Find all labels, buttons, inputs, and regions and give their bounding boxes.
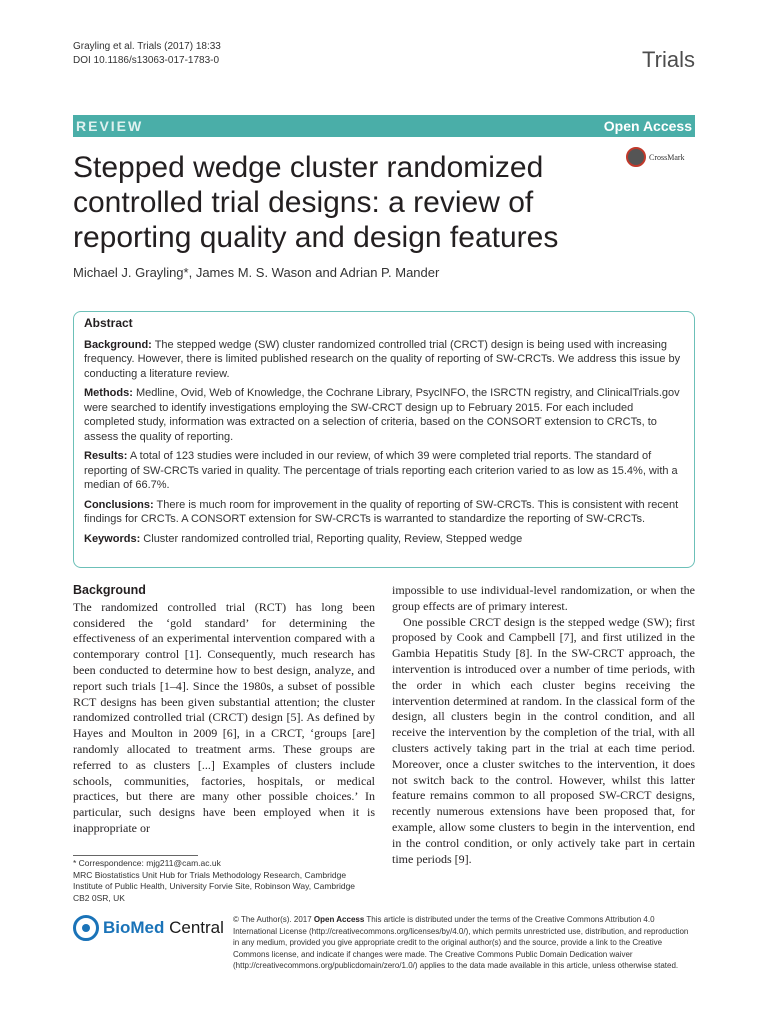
article-type-band [73, 115, 695, 137]
section-text: Medline, Ovid, Web of Knowledge, the Cochrane Library, PsycINFO, the ISRCTN registry, and ClinicalTrials.gov were searched to identify investigations employing the SW-CRCT design up to February 2015. For each included completed study, information was extracted on a selection of criteria, based on the CONSORT extension to CRCTs, to assess the quality of reporting. [84, 387, 680, 443]
section-label: Methods: [84, 387, 133, 399]
article-type-label: REVIEW [76, 118, 144, 134]
footnote [73, 858, 373, 904]
crossmark-icon [626, 147, 646, 167]
doi-link[interactable]: DOI 10.1186/s13063-017-1783-0 [73, 55, 220, 66]
license-open-access: Open Access [313, 915, 365, 924]
footnote-divider [73, 855, 198, 856]
biomed-central-icon [73, 915, 99, 941]
abstract-methods [84, 386, 684, 444]
abstract-conclusions [84, 498, 684, 527]
journal-name: Trials [642, 47, 695, 72]
section-heading-background: Background [73, 583, 146, 597]
license-text: This article is distributed under the terms of the Creative Commons Attribution 4.0 International License (http://creativecommons.org/licenses/by/4.0/), which permits unrestricted use, distribution, and reproduction in any medium, provided you give appropriate credit to the original author(s) and the source, provide a link to the Creative Commons license, and indicate if changes were made. The Creative Commons Public Domain Dedication waiver (http://creativecommons.org/publicdomain/zero/1.0/) applies to the data made available in this article, unless otherwise stated. [233, 915, 689, 970]
article-meta [73, 40, 221, 68]
citation-line: Grayling et al. Trials (2017) 18:33 [73, 41, 221, 52]
section-label: Results: [84, 450, 128, 462]
abstract-results [84, 449, 684, 493]
abstract-keywords [84, 532, 684, 547]
section-label: Keywords: [84, 532, 141, 545]
body-column-left [73, 583, 375, 837]
section-text: Cluster randomized controlled trial, Reporting quality, Review, Stepped wedge [140, 532, 523, 545]
body-column-right [392, 583, 695, 867]
abstract-background [84, 338, 684, 382]
section-label: Conclusions: [84, 498, 154, 511]
body-paragraph: One possible CRCT design is the stepped wedge (SW); first proposed by Cook and Campbell [7], and first utilized in the Gambia Hepatitis Study [8]. In the SW-CRCT approach, the intervention is introduced over a number of time periods, with the order in which each cluster begins receiving the intervention determined at random. In the classical form of the design, all clusters begin in the control condition, and all receive the intervention by the completion of the trial, with all clusters actively taking part in the trial at each time period. Moreover, once a cluster switches to the intervention, it does not switch back to the control. However, whilst this latter feature remains common to all proposed SW-CRCT designs, recently numerous extensions have been proposed that, for example, allow some clusters to begin in the intervention, end in the control condition, or only actively take part in certain time periods [9]. [392, 614, 695, 866]
license-prefix: © The Author(s). 2017 [233, 915, 314, 924]
body-paragraph: The randomized controlled trial (RCT) has long been considered the ‘gold standard’ for determining the effectiveness of an experimental intervention compared with a contemporary control [1]. Consequently, much research has been conducted to determine how to best design, analyze, and report such trials [1–4]. Since the 1980s, a subset of possible RCT designs has been given substantial attention; the cluster randomized controlled trial (CRCT) design [5]. As defined by Hayes and Moulton in 2009 [6], in a CRCT, ‘groups [are] randomly allocated to treatment arms. These groups are referred to as clusters [...] Examples of clusters include schools, communities, factories, hospitals, or medical practices, but there are many other possible choices.’ In particular, such designs have been employed when it is inappropriate or [73, 599, 375, 835]
crossmark-badge[interactable] [626, 147, 685, 167]
section-text: A total of 123 studies were included in our review, of which 39 were completed trial reports. The standard of reporting of SW-CRCTs varied in quality. The percentage of trials reporting each criterion varied to as low as 15.4%, with a median of 66.7%. [84, 450, 678, 491]
publisher-name-part: BioMed [103, 918, 165, 937]
open-access-label: Open Access [603, 118, 692, 134]
license-notice [233, 914, 695, 972]
publisher-logo [73, 915, 224, 941]
section-text: The stepped wedge (SW) cluster randomized controlled trial (CRCT) design is being used with increasing frequency. However, there is limited published research on the quality of reporting of SW-CRCTs. We address this issue by conducting a literature review. [84, 338, 681, 380]
body-paragraph: impossible to use individual-level randomization, or when the group effects are of primary interest. [392, 583, 695, 613]
correspondence: * Correspondence: mjg211@cam.ac.uk [73, 858, 221, 868]
abstract-box [73, 311, 695, 568]
publisher-name [103, 918, 224, 938]
crossmark-label: CrossMark [649, 152, 685, 162]
abstract-heading: Abstract [84, 316, 133, 330]
article-title: Stepped wedge cluster randomized controlled trial designs: a review of reporting quality and design features [73, 151, 559, 254]
affiliation: MRC Biostatistics Unit Hub for Trials Methodology Research, Cambridge Institute of Public Health, University Forvie Site, Robinson Way, Cambridge CB2 0SR, UK [73, 869, 356, 903]
section-text: There is much room for improvement in the quality of reporting of SW-CRCTs. This is consistent with recent findings for CRCTs. A CONSORT extension for SW-CRCTs is warranted to standardize the reporting of SW-CRCTs. [84, 498, 679, 525]
author-list: Michael J. Grayling*, James M. S. Wason and Adrian P. Mander [73, 265, 440, 280]
section-label: Background: [84, 338, 152, 351]
publisher-name-part: Central [164, 918, 224, 937]
